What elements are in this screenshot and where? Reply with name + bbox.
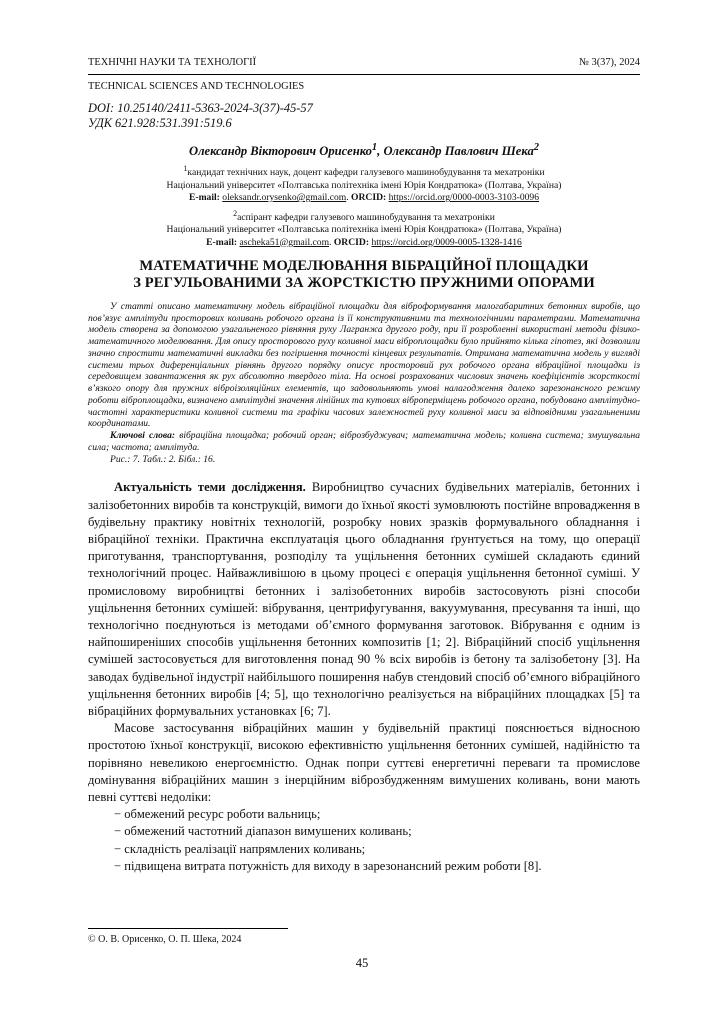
drawbacks-list: [88, 806, 640, 875]
title-line-1: МАТЕМАТИЧНЕ МОДЕЛЮВАННЯ ВІБРАЦІЙНОЇ ПЛОЩАДКИ: [139, 258, 589, 274]
list-item: − складність реалізації напрямлених коливань;: [114, 841, 366, 856]
orcid-link-2[interactable]: https://orcid.org/0009-0005-1328-1416: [371, 236, 522, 248]
section-lead: Актуальність теми дослідження.: [114, 480, 306, 495]
list-item: − обмежений частотний діапазон вимушених коливань;: [114, 824, 412, 839]
affiliation-1-contacts: E-mail: oleksandr.orysenko@gmail.com. ORCID: https://orcid.org/0000-0003-3103-0096: [188, 192, 540, 204]
article-body: [88, 479, 640, 875]
header-rule: [88, 74, 640, 75]
doi: DOI: 10.25140/2411-5363-2024-3(37)-45-57: [88, 101, 313, 115]
figures-info: Рис.: 7. Табл.: 2. Бібл.: 16.: [110, 453, 216, 465]
aff-1-sup: 1: [183, 164, 188, 174]
email-label: E-mail:: [188, 192, 220, 204]
paragraph-2: Масове застосування вібраційних машин у будівельній практиці пояснюється відносною простотою їхньої конструкції, високою ефективністю ущільнення бетонних сумішей, надійністю та порівняно невеликою енергоємністю. Однак попри суттєві енергетичні переваги та промислове домінування вібраційних машин з інерційним віброзбудженням вимушених коливань, вони мають певні суттєві недоліки:: [88, 721, 640, 804]
email-link-1[interactable]: oleksandr.orysenko@gmail.com: [222, 192, 347, 204]
page-number: 45: [355, 956, 369, 970]
affiliation-2-institution: Національний університет «Полтавська політехніка імені Юрія Кондратюка» (Полтава, Україна): [166, 224, 562, 236]
author-separator: ,: [377, 144, 384, 159]
email-label: E-mail:: [206, 236, 238, 248]
copyright-footnote: © О. В. Орисенко, О. П. Шека, 2024: [88, 934, 242, 945]
aff-2-sup: 2: [233, 208, 238, 218]
orcid-label: ORCID:: [351, 192, 387, 204]
journal-name: ТЕХНІЧНІ НАУКИ ТА ТЕХНОЛОГІЇ: [88, 57, 257, 68]
article-title: [88, 258, 640, 293]
title-line-2: З РЕГУЛЬОВАНИМИ ЗА ЖОРСТКІСТЮ ПРУЖНИМИ ОПОРАМИ: [133, 275, 595, 292]
journal-name-en: TECHNICAL SCIENCES AND TECHNOLOGIES: [88, 81, 305, 92]
author-1-sup: 1: [371, 142, 378, 153]
udc: УДК 621.928:531.391:519.6: [88, 116, 232, 130]
issue-number: № 3(37), 2024: [579, 57, 640, 68]
footnote-rule: [88, 928, 288, 929]
paragraph-relevance: [88, 479, 640, 720]
authors: [88, 140, 640, 159]
paragraph-1-text: Виробництво сучасних будівельних матеріалів, бетонних і залізобетонних виробів та конструкцій, вимоги до їхньої якості зумовлюють постійне впровадження в будівельну практику новітніх технологій, розробку нових зразків формувального обладнання і вібраційної техніки. Практична експлуатація цього обладнання ґрунтується на тому, що операції приготування, транспортування, розподілу та ущільнення бетонних сумішей складають єдиний технологічний процес. Найважливішою в цьому процесі є операція ущільнення бетонної суміші. У промисловому виробництві бетонних і залізобетонних виробів застосовують різні способи ущільнення бетонних сумішей: вібрування, центрифугування, вакуумування, пресування та інші, що технологічно поєднуються із методами об’ємного формування заготовок. Вібрування є одним із найпоширеніших способів ущільнення бетонних композитів [1; 2]. Вібраційний спосіб ущільнення сумішей застосовується для виготовлення понад 90 % всіх виробів із бетону та залізобетону [3]. На заводах будівельної індустрії найбільшого поширення набув стендовий спосіб об’ємного вібраційного ущільнення бетонних виробів [4; 5], що технологічно реалізується на вібраційних площадках [5] та вібраційних формувальних установках [6; 7].: [88, 480, 640, 718]
affiliation-2-position: [88, 208, 640, 225]
article-page: [88, 56, 640, 875]
orcid-link-1[interactable]: https://orcid.org/0000-0003-3103-0096: [388, 192, 540, 204]
aff-1-line1: кандидат технічних наук, доцент кафедри галузевого машинобудування та мехатроніки: [187, 167, 545, 179]
list-item: − підвищена витрата потужність для виходу в зарезонансний режим роботи [8].: [114, 858, 542, 873]
abstract: У статті описано математичну модель вібраційної площадки для віброформування малогабаритних бетонних виробів, що пов’язує амплітуди просторових коливань робочого органа із її конструктивними та технологічними параметрами. Математична модель створена за допомогою узагальненого рівняння руху Лагранжа другого роду, при її розробленні використані методи фізико-математичного моделювання. Для опису просторового руху коливної маси віброплощадки було прийнято кілька гіпотез, які дозволили значно спростити математичні викладки без погіршення точності кінцевих результатів. Отримана математична модель у вигляді системи трьох диференціальних рівнянь другого порядку описує просторовий рух робочого органа вібраційної площадки із середовищем завантаження як рух абсолютно твердого тіла. На основі розрахованих числових значень коефіцієнтів жорсткості в’язкого опору для пружних віброізоляційних елементів, що задовольняють умові налагодження далеко зарезонансного режиму роботи віброплощадки, визначено амплітудні значення лінійних та кутових віброперміщень робочого органа, побудовано амплітудно-частотні характеристики коливної системи та графіки часових залежностей руху коливної маси за відповідними узагальненими координатами.: [88, 300, 640, 430]
affiliation-2-contacts: E-mail: ascheka51@gmail.com. ORCID: https://orcid.org/0009-0005-1328-1416: [206, 236, 522, 248]
author-2-sup: 2: [533, 142, 540, 153]
keywords-text: вібраційна площадка; робочий орган; віброзбуджувач; математична модель; коливна система; змушувальна сила; частота; амплітуда.: [88, 430, 640, 453]
affiliation-1-institution: Національний університет «Полтавська політехніка імені Юрія Кондратюка» (Полтава, Україна): [166, 179, 562, 191]
running-header: [88, 56, 640, 69]
list-item: − обмежений ресурс роботи вальниць;: [114, 807, 321, 822]
author-2: Олександр Павлович Шека: [383, 144, 534, 159]
keywords-label: Ключові слова:: [110, 430, 176, 442]
keywords: [88, 430, 640, 454]
orcid-label: ORCID:: [333, 236, 370, 248]
author-1: Олександр Вікторович Орисенко: [188, 144, 372, 159]
aff-2-line1: аспірант кафедри галузевого машинобудування та мехатроніки: [237, 211, 495, 223]
email-link-2[interactable]: ascheka51@gmail.com: [239, 236, 330, 248]
affiliation-1-position: [88, 163, 640, 180]
